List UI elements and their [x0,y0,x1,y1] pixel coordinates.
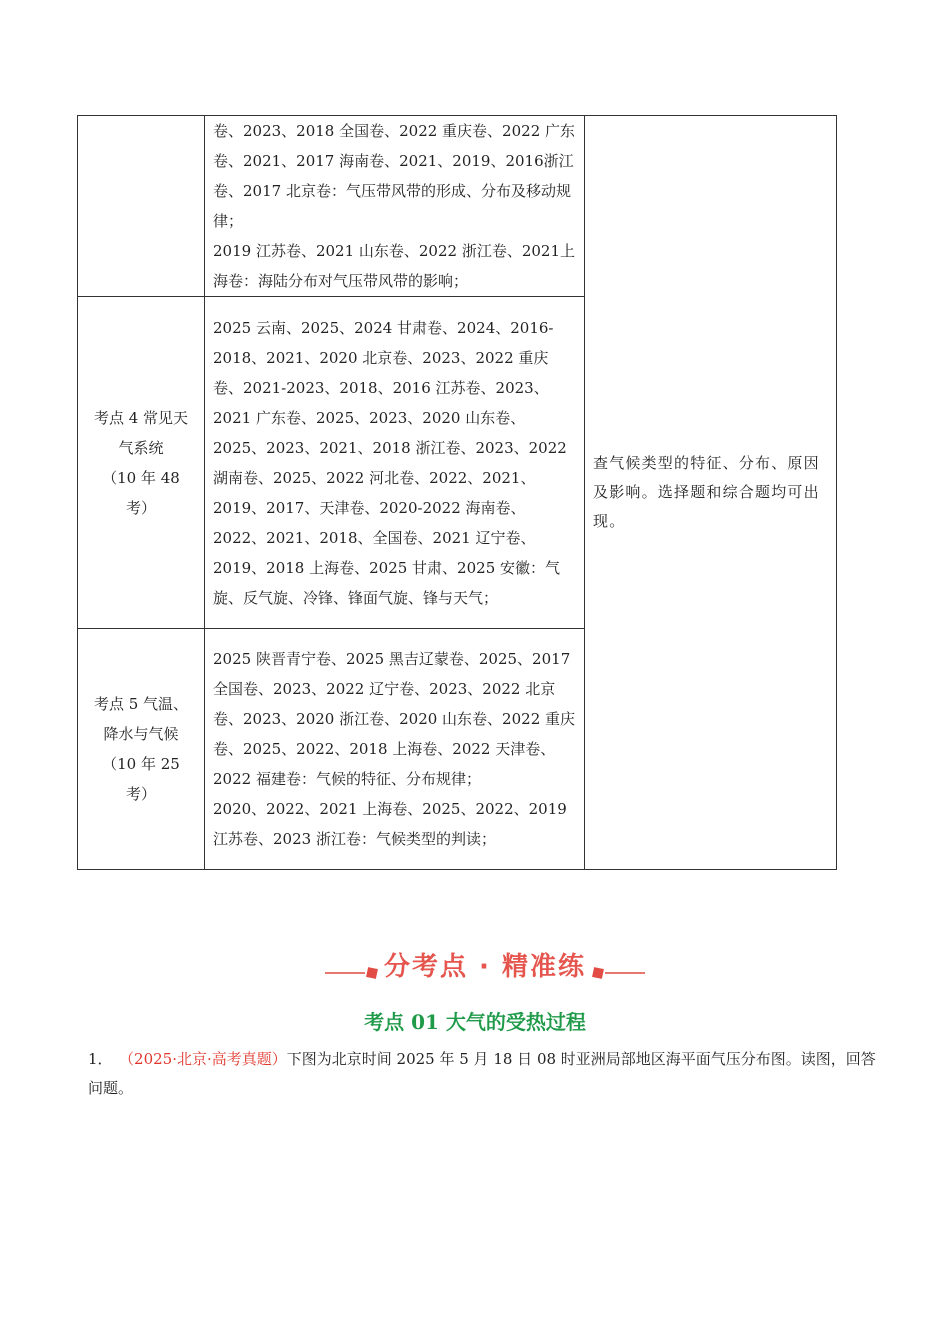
section-title: 考点 01 大气的受热过程 [364,1010,586,1034]
topic-cell [78,297,205,629]
topic-line: 降水与气候 [103,725,179,743]
topic-line: （10 年 48 [102,468,180,487]
topic-line: 考点 4 常见天 [93,408,189,427]
table-row [78,116,837,297]
content-paragraph: 2019 江苏卷、2021 山东卷、2022 浙江卷、2021上海卷：海陆分布对气压带风带的影响； [213,242,576,290]
content-paragraph: 2020、2022、2021 上海卷、2025、2022、2019江苏卷、2023 浙江卷：气候类型的判读； [213,800,567,848]
section-banner [325,944,645,988]
note-cell [585,116,837,870]
topic-line: 考点 5 气温、 [93,695,189,713]
topic-line: （10 年 25 [102,755,180,773]
topic-cell [78,116,205,297]
question-source: （2025·北京·高考真题） [126,1050,287,1068]
banner-title: 分考点 · 精准练 [384,952,586,982]
topic-line: 考） [125,785,156,803]
content-cell [205,297,585,629]
content-cell [205,116,585,297]
topic-line: 气系统 [118,438,164,457]
exam-table [77,115,837,870]
question-1 [88,1045,878,1103]
banner-right-line [605,972,645,974]
content-cell [205,629,585,870]
content-paragraph: 2025 云南、2025、2024 甘肃卷、2024、2016-2018、2021、2020 北京卷、2023、2022 重庆卷、2021-2023、2018、2016 江苏卷、2023、2021 广东卷、2025、2023、2020 山东卷、2025、2023、2021、2018 浙江卷、2023、2022 湖南卷、2025、2022 河北卷、2022、2021、2019、2017、天津卷、2020-2022 海南卷、2022、2021、2018、全国卷、2021 辽宁卷、2019、2018 上海卷、2025 甘肃、2025 安徽：气旋、反气旋、冷锋、锋面气旋、锋与天气； [213,318,567,607]
content-paragraph: 2025 陕晋青宁卷、2025 黑吉辽蒙卷、2025、2017 全国卷、2023、2022 辽宁卷、2023、2022 北京卷、2023、2020 浙江卷、2020 山东卷、2022 重庆卷、2025、2022、2018 上海卷、2022 天津卷、2022 福建卷：气候的特征、分布规律； [213,650,576,788]
banner-square-icon [592,967,604,979]
question-text: 下图为北京时间 2025 年 5 月 18 日 08 时亚洲局部地区海平面气压分布图。读图，回答问题。 [88,1050,876,1097]
note-text: 查气候类型的特征、分布、原因及影响。选择题和综合题均可出现。 [593,454,820,530]
content-paragraph: 卷、2023、2018 全国卷、2022 重庆卷、2022 广东卷、2021、2017 海南卷、2021、2019、2016浙江卷、2017 北京卷：气压带风带的形成、分布及移动规律； [213,122,576,230]
question-number: 1． [88,1050,113,1068]
topic-line: 考） [125,498,156,517]
topic-cell [78,629,205,870]
